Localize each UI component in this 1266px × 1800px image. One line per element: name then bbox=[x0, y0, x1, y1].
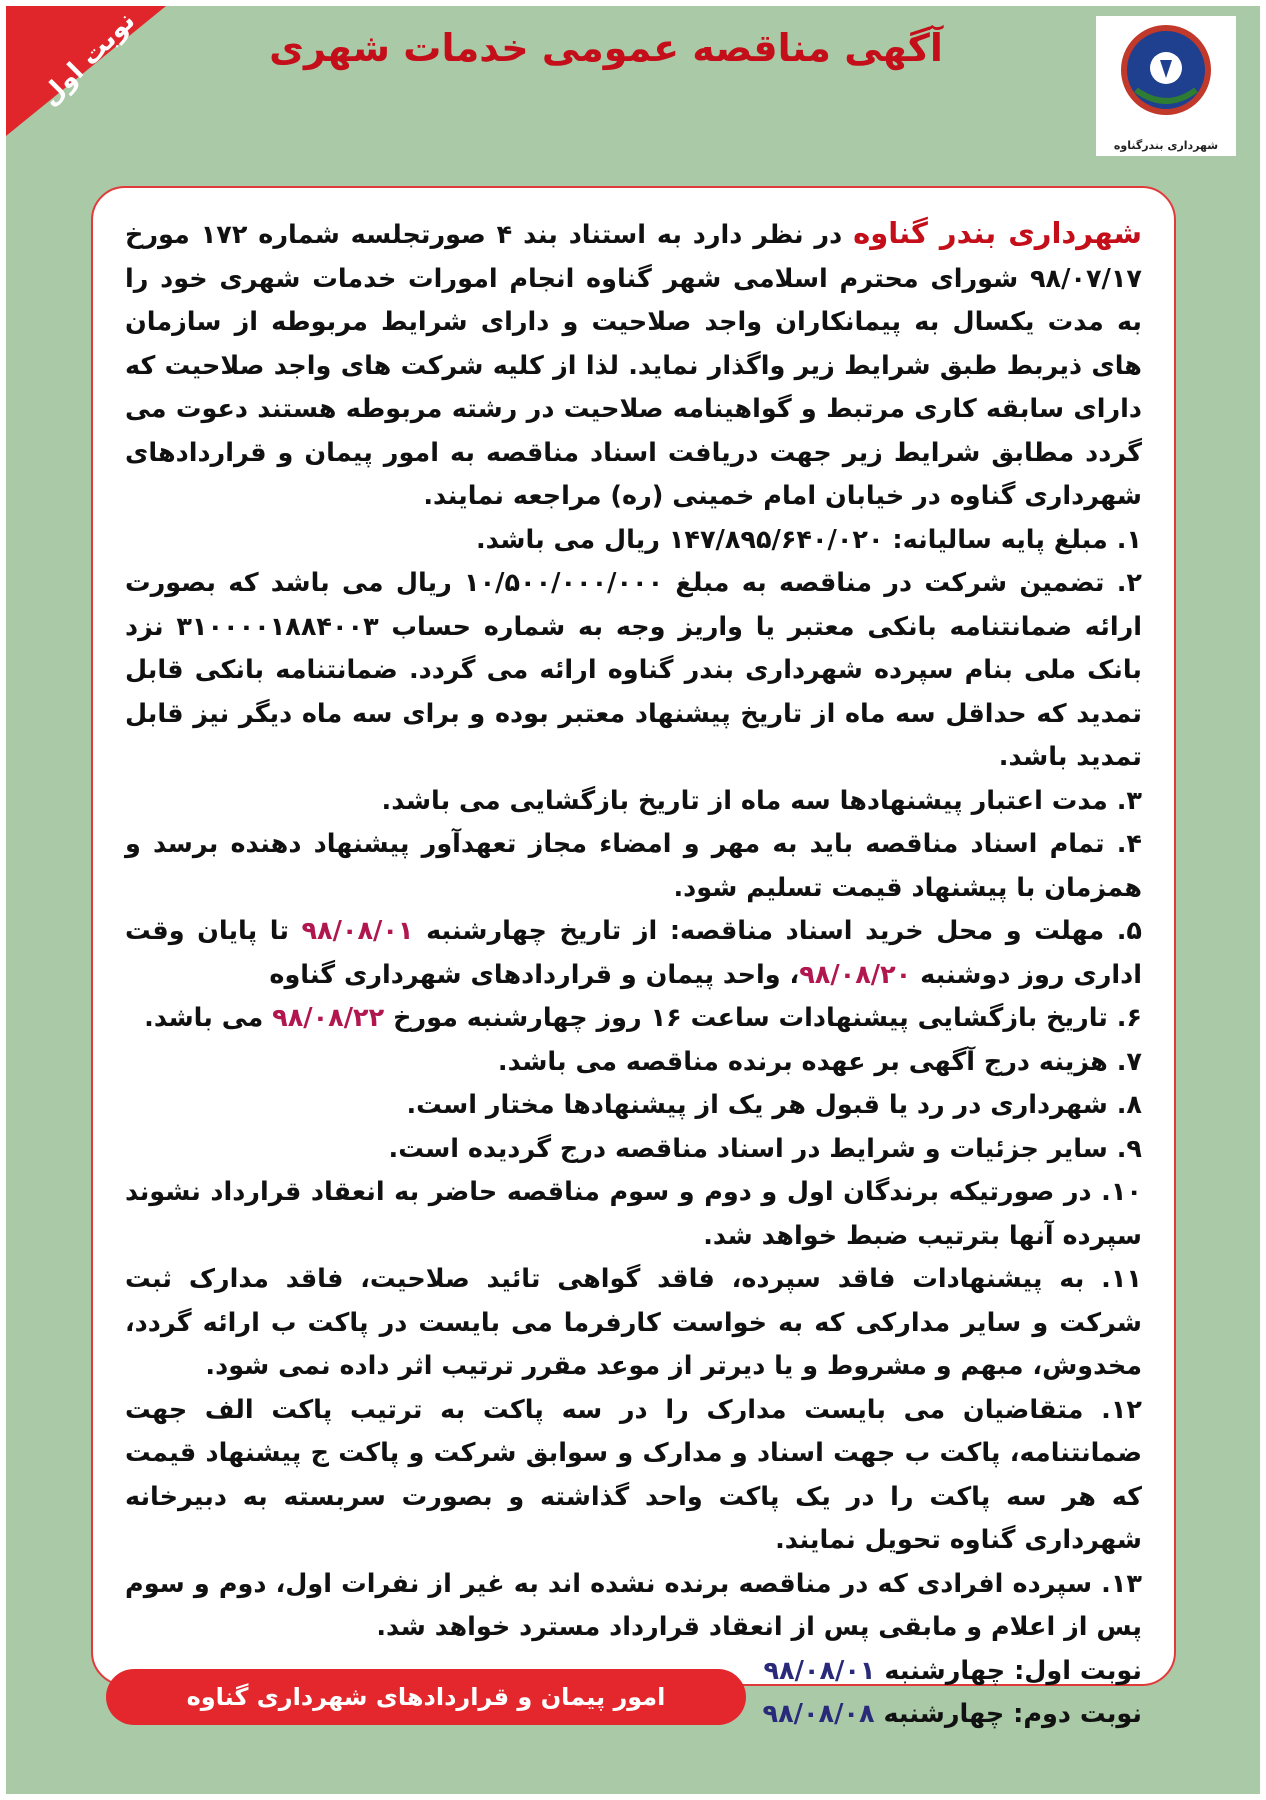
item-3: ۳. مدت اعتبار پیشنهادها سه ماه از تاریخ بازگشایی می باشد. bbox=[381, 785, 1142, 816]
second-notice-date: ۹۸/۰۸/۰۸ bbox=[762, 1699, 875, 1729]
item-8: ۸. شهرداری در رد یا قبول هر یک از پیشنهادها مختار است. bbox=[406, 1090, 1142, 1120]
body-background bbox=[6, 156, 1260, 1794]
item-10: ۱۰. در صورتیکه برندگان اول و دوم و سوم مناقصه حاضر به انعقاد قرارداد نشوند سپرده آنها بترتیب ضبط خواهد شد. bbox=[125, 1177, 1142, 1251]
item-4: ۴. تمام اسناد مناقصه باید به مهر و امضاء مجاز تعهدآور پیشنهاد دهنده برسد و همزمان با پیشنهاد قیمت تسلیم شود. bbox=[125, 829, 1142, 903]
item-6 bbox=[125, 997, 1142, 1041]
municipality-logo bbox=[1096, 16, 1236, 156]
item-5-date-start: ۹۸/۰۸/۰۱ bbox=[301, 916, 414, 946]
item-6-date: ۹۸/۰۸/۲۲ bbox=[272, 1003, 385, 1033]
second-notice-label: نوبت دوم: چهارشنبه bbox=[883, 1699, 1142, 1729]
logo-emblem-icon bbox=[1116, 20, 1216, 120]
content-panel bbox=[91, 186, 1176, 1729]
item-12: ۱۲. متقاضیان می بایست مدارک را در سه پاکت به ترتیب پاکت الف جهت ضمانتنامه، پاکت ب جهت اسناد و مدارک و سوابق شرکت و پاکت ج پیشنهاد قیمت که هر سه پاکت را در یک پاکت واحد گذاشته و بصورت سربسته به دبیرخانه شهرداری گناوه تحویل نمایند. bbox=[125, 1394, 1142, 1555]
item-7: ۷. هزینه درج آگهی بر عهده برنده مناقصه می باشد. bbox=[497, 1046, 1142, 1077]
logo-caption: شهرداری بندرگناوه bbox=[1113, 139, 1219, 152]
item-5-part-c: ، واحد پیمان و قراردادهای شهرداری گناوه bbox=[269, 959, 800, 990]
item-5-part-b: تا پایان وقت اداری روز دوشنبه bbox=[125, 916, 1142, 990]
item-2: ۲. تضمین شرکت در مناقصه به مبلغ ۱۰/۵۰۰/۰۰۰/۰۰۰ ریال می باشد که بصورت ارائه ضمانتنامه بانکی معتبر یا واریز وجه به شماره حساب ۳۱۰۰۰۰۱۸۸۴۰۰۳ نزد بانک ملی بنام سپرده شهرداری بندر گناوه ارائه می گردد. ضمانتنامه بانکی قابل تمدید که حداقل سه ماه از تاریخ پیشنهاد معتبر بوده و برای سه ماه دیگر نیز قابل تمدید باشد. bbox=[125, 568, 1142, 772]
corner-tag: نوبت اول bbox=[34, 6, 142, 113]
announcement-text bbox=[125, 212, 1142, 1737]
page-title: آگهی مناقصه عمومی خدمات شهری bbox=[269, 26, 943, 70]
item-5 bbox=[125, 910, 1142, 997]
organization-name: شهرداری بندر گناوه bbox=[853, 216, 1143, 250]
item-9: ۹. سایر جزئیات و شرایط در اسناد مناقصه درج گردیده است. bbox=[388, 1133, 1142, 1164]
item-13: ۱۳. سپرده افرادی که در مناقصه برنده نشده اند به غیر از نفرات اول، دوم و سوم پس از اعلام و مابقی پس از انعقاد قرارداد مسترد خواهد شد. bbox=[125, 1568, 1142, 1642]
corner-ribbon bbox=[6, 6, 166, 136]
intro-text: در نظر دارد به استناد بند ۴ صورتجلسه شماره ۱۷۲ مورخ ۹۸/۰۷/۱۷ شورای محترم اسلامی شهر گناوه انجام امورات خدمات شهری خود را به مدت یکسال به پیمانکاران واجد صلاحیت و دارای شرایط مربوطه از سازمان های ذیربط طبق شرایط زیر واگذار نماید. لذا از کلیه شرکت های واجد صلاحیت که دارای سابقه کاری مرتبط و گواهینامه صلاحیت در رشته مربوطه هستند دعوت می گردد مطابق شرایط زیر جهت دریافت اسناد مناقصه به امور پیمان و قراردادهای شهرداری گناوه در خیابان امام خمینی (ره) مراجعه نمایند. bbox=[125, 220, 1142, 511]
first-notice-label: نوبت اول: چهارشنبه bbox=[884, 1655, 1142, 1686]
header bbox=[6, 6, 1260, 181]
first-notice-date: ۹۸/۰۸/۰۱ bbox=[763, 1655, 876, 1686]
advertisement-page bbox=[6, 6, 1260, 1794]
item-5-part-a: ۵. مهلت و محل خرید اسناد مناقصه: از تاریخ چهارشنبه bbox=[426, 916, 1142, 946]
item-5-date-end: ۹۸/۰۸/۲۰ bbox=[799, 959, 912, 990]
item-11: ۱۱. به پیشنهادات فاقد سپرده، فاقد گواهی تائید صلاحیت، فاقد مدارک ثبت شرکت و سایر مدارکی که به خواست کارفرما می بایست در پاکت ب ارائه گردد، مخدوش، مبهم و مشروط و یا دیرتر از موعد مقرر ترتیب اثر داده نمی شود. bbox=[125, 1264, 1142, 1381]
item-6-part-b: می باشد. bbox=[144, 1003, 264, 1033]
item-6-part-a: ۶. تاریخ بازگشایی پیشنهادات ساعت ۱۶ روز چهارشنبه مورخ bbox=[393, 1003, 1142, 1033]
item-1: ۱. مبلغ پایه سالیانه: ۱۴۷/۸۹۵/۶۴۰/۰۲۰ ریال می باشد. bbox=[476, 524, 1142, 555]
intro-paragraph bbox=[125, 212, 1142, 519]
footer-label: امور پیمان و قراردادهای شهرداری گناوه bbox=[106, 1669, 746, 1725]
